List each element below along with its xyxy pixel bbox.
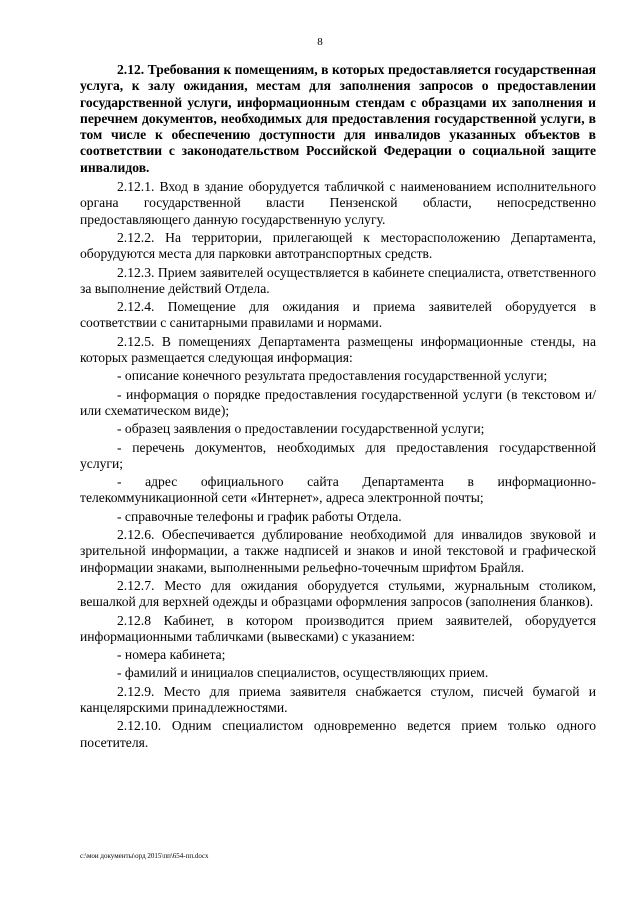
paragraph-2-12-7: 2.12.7. Место для ожидания оборудуется стульями, журнальным столиком, вешалкой для верхней одежды и образцами оформления запросов (заполнения бланков). xyxy=(80,577,596,610)
paragraph-2-12-9: 2.12.9. Место для приема заявителя снабжается стулом, писчей бумагой и канцелярскими принадлежностями. xyxy=(80,683,596,715)
list-item: - фамилий и инициалов специалистов, осуществляющих прием. xyxy=(117,665,489,681)
document-body xyxy=(80,62,596,753)
paragraph-2-12-6: 2.12.6. Обеспечивается дублирование необходимой для инвалидов звуковой и зрительной информации, а также надписей и знаков и иной текстовой и графической информации знаками, выполненными рельефно-точечным шрифтом Брайля. xyxy=(80,527,596,575)
paragraph-2-12-3: 2.12.3. Прием заявителей осуществляется в кабинете специалиста, ответственного за выполнение действий Отдела. xyxy=(80,264,596,296)
paragraph-2-12-2: 2.12.2. На территории, прилегающей к месторасположению Департамента, оборудуются места для парковки автотранспортных средств. xyxy=(80,229,596,262)
list-item: - номера кабинета; xyxy=(117,647,226,663)
paragraph-2-12-10: 2.12.10. Одним специалистом одновременно ведется прием только одного посетителя. xyxy=(80,718,596,750)
paragraph-2-12-8: 2.12.8 Кабинет, в котором производится прием заявителей, оборудуется информационными табличками (вывесками) с указанием: xyxy=(80,612,596,644)
paragraph-2-12-1: 2.12.1. Вход в здание оборудуется табличкой с наименованием исполнительного органа государственной власти Пензенской области, непосредственно предоставляющего данную государственную услугу. xyxy=(80,179,596,227)
list-item: - описание конечного результата предоставления государственной услуги; xyxy=(117,368,548,384)
list-item: - информация о порядке предоставления государственной услуги (в текстовом и/или схематическом виде); xyxy=(80,386,596,418)
list-item: - образец заявления о предоставлении государственной услуги; xyxy=(117,421,485,437)
list-item: - перечень документов, необходимых для предоставления государственной услуги; xyxy=(80,439,596,471)
file-path-footer: c:\мои документы\орд 2015\пп\654-пп.docx xyxy=(80,852,209,860)
list-item: - адрес официального сайта Департамента в информационно-телекоммуникационной сети «Интернет», адреса электронной почты; xyxy=(80,474,596,506)
paragraph-2-12-5: 2.12.5. В помещениях Департамента размещены информационные стенды, на которых размещается следующая информация: xyxy=(80,333,596,366)
paragraph-2-12-4: 2.12.4. Помещение для ожидания и приема заявителей оборудуется в соответствии с санитарными правилами и нормами. xyxy=(80,299,596,331)
section-heading: 2.12. Требования к помещениям, в которых предоставляется государственная услуга, к залу ожидания, местам для заполнения запросов о предоставлении государственной услуги, информационным стендам с образцами их заполнения и перечнем документов, необходимых для предоставления государственной услуги, в том числе к обеспечению доступности для инвалидов указанных объектов в соответствии с законодательством Российской Федерации о социальной защите инвалидов. xyxy=(80,62,596,175)
page-number: 8 xyxy=(317,36,323,48)
list-item: - справочные телефоны и график работы Отдела. xyxy=(117,508,402,524)
